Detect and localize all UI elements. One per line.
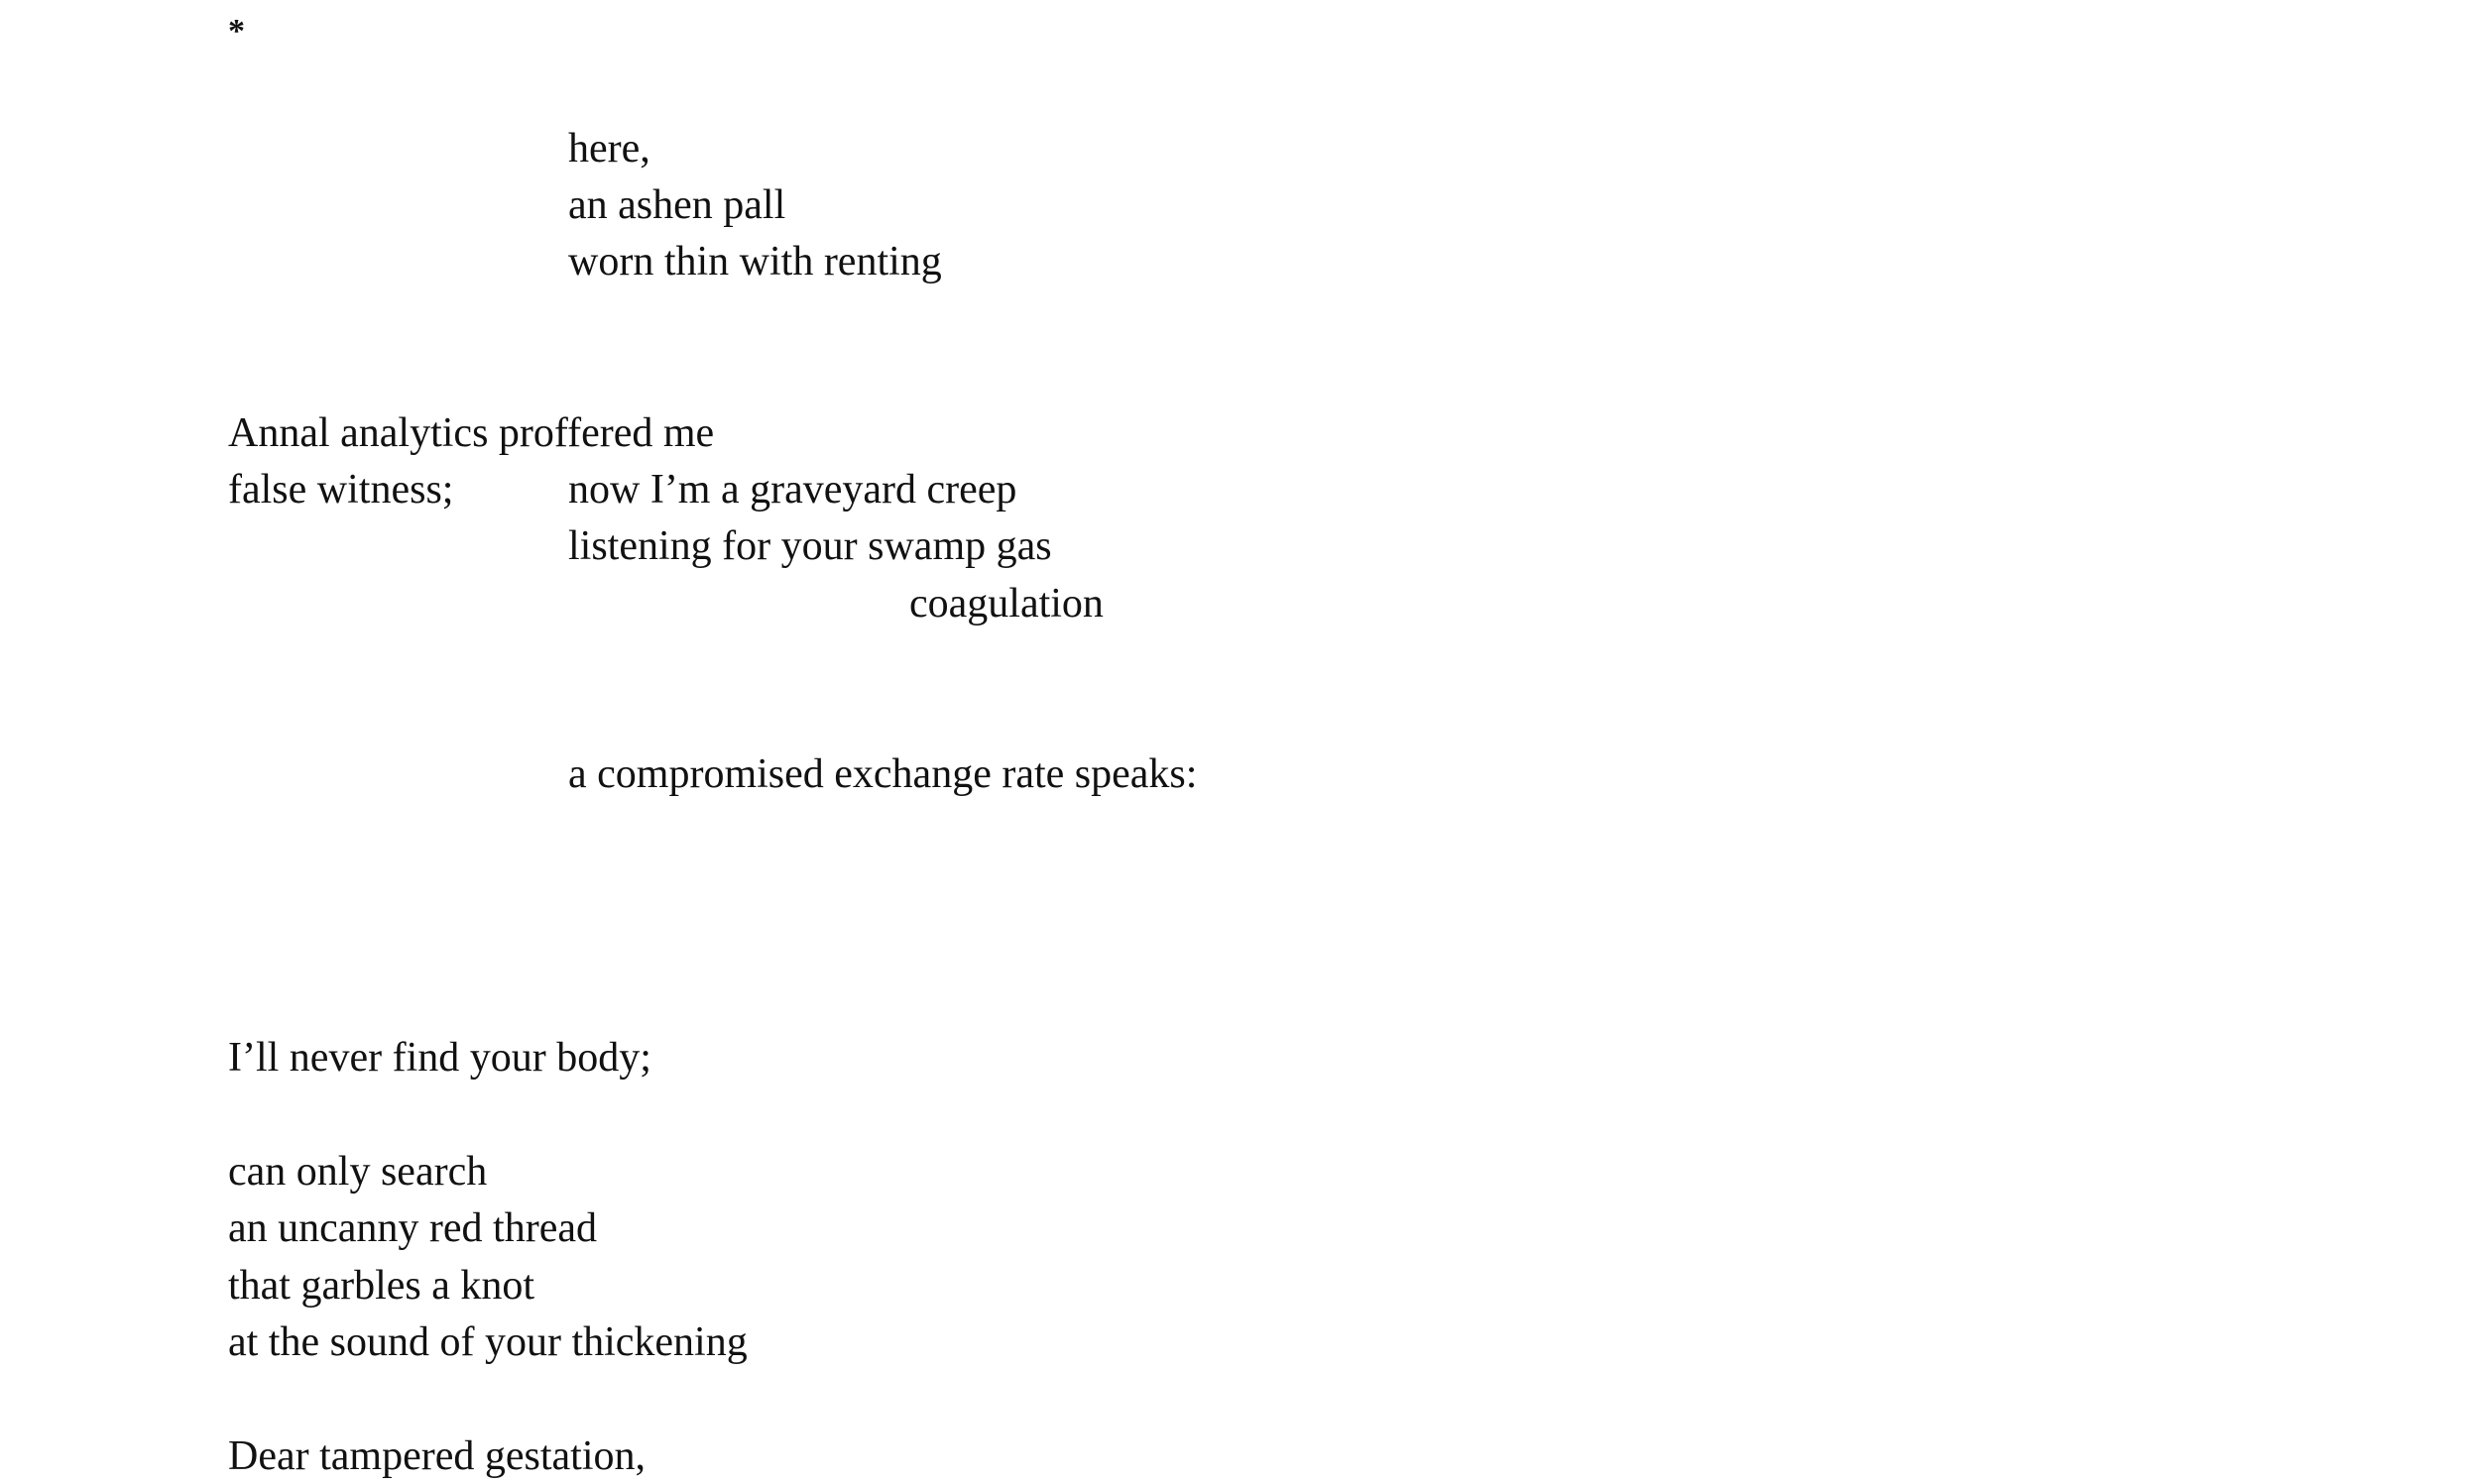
stanza1-line: here, (568, 126, 650, 171)
stanza2-line: Annal analytics proffered me (228, 410, 715, 456)
stanza5-line: that garbles a knot (228, 1263, 535, 1309)
stanza1-line: worn thin with renting (568, 239, 942, 285)
section-marker: * (228, 13, 245, 50)
stanza2-line: false witness; (228, 467, 454, 513)
stanza2-line: listening for your swamp gas (568, 523, 1052, 569)
stanza3-line: a compromised exchange rate speaks: (568, 751, 1198, 797)
stanza2-line: coagulation (909, 581, 1104, 627)
stanza5-line: an uncanny red thread (228, 1205, 597, 1251)
stanza5-line: at the sound of your thickening (228, 1319, 748, 1365)
stanza6-line: Dear tampered gestation, (228, 1433, 646, 1479)
stanza4-line: I’ll never find your body; (228, 1035, 651, 1081)
stanza5-line: can only search (228, 1149, 488, 1195)
stanza1-line: an ashen pall (568, 182, 786, 228)
stanza2-line: now I’m a graveyard creep (568, 467, 1017, 513)
